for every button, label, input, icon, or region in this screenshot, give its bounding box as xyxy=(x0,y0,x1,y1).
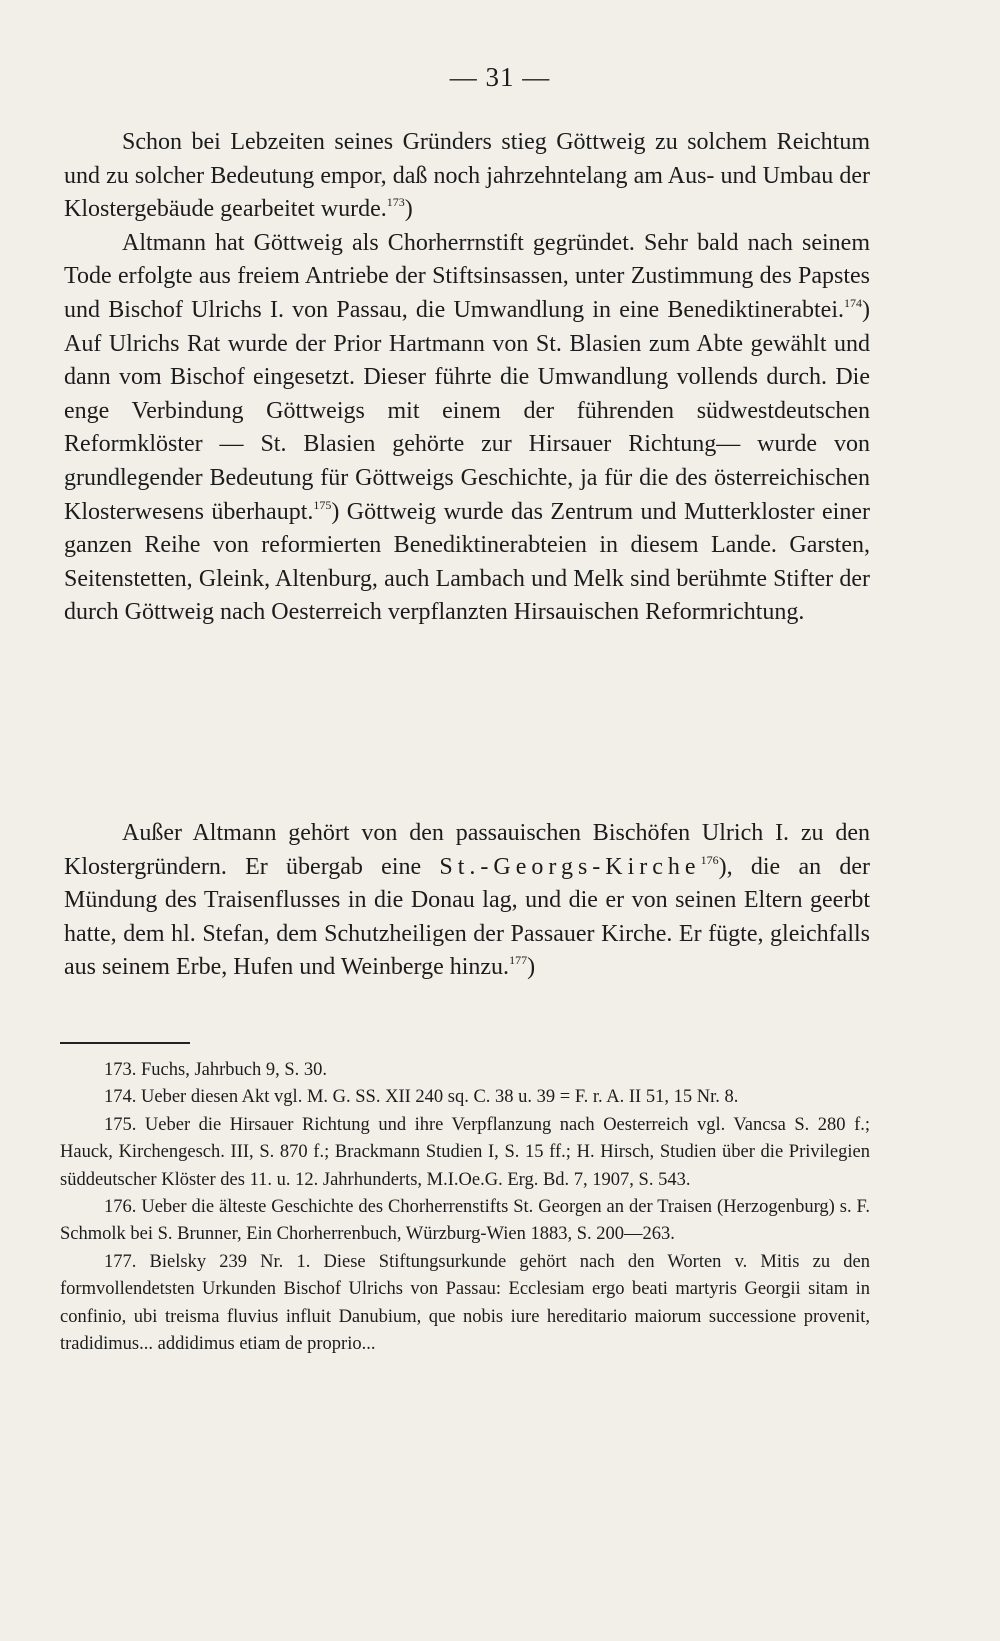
footnote-divider xyxy=(60,1042,190,1044)
paragraph-3-text-a: Außer Altmann gehört von den passauischen Bischöfen Ulrich I. zu den Klostergründern. Er übergab eine xyxy=(64,820,870,880)
second-text-block xyxy=(64,817,870,985)
paragraph-1-close: ) xyxy=(404,196,413,223)
paragraph-3-text-b: ), die an der Mündung des Traisenflusses in die Donau lag, und die er von seinen Eltern geerbt hatte, dem hl. Stefan, dem Schutzheiligen der Passauer Kirche. Er fügte, gleichfalls aus seinem Erbe, Hufen und Weinberge hinzu. xyxy=(64,853,870,981)
paragraph-2-text-c: ) Göttweig wurde das Zentrum und Mutterkloster einer ganzen Reihe von reformierten Benediktinerabteien in diesem Lande. Garsten, Seitenstetten, Gleink, Altenburg, auch Lambach und Melk sind berühmte Stifter der durch Göttweig nach Oesterreich verpflanzten Hirsauischen Reformrichtung. xyxy=(64,498,870,626)
footnote-text: Ueber diesen Akt vgl. M. G. SS. XII 240 sq. C. 38 u. 39 = F. r. A. II 51, 15 Nr. 8. xyxy=(141,1087,739,1108)
footnote-ref-177[interactable]: 177 xyxy=(509,953,528,968)
footnote-174 xyxy=(60,1084,870,1111)
paragraph-2-text-a: Altmann hat Göttweig als Chorherrnstift gegründet. Sehr bald nach seinem Tode erfolgte aus freiem Antriebe der Stiftsinsassen, unter Zustimmung des Papstes und Bischof Ulrichs I. von Passau, die Umwandlung in eine Benediktinerabtei. xyxy=(64,229,870,323)
paragraph-2-text-b: ) Auf Ulrichs Rat wurde der Prior Hartmann von St. Blasien zum Abte gewählt und dann vom Bischof eingesetzt. Dieser führte die Umwandlung vollends durch. Die enge Verbindung Göttweigs mit einem der führenden südwestdeutschen Reformklöster — St. Blasien gehörte zur Hirsauer Richtung— wurde von grundlegender Bedeutung für Göttweigs Geschichte, ja für die des österreichischen Klosterwesens überhaupt. xyxy=(64,296,870,525)
paragraph-3 xyxy=(64,817,870,985)
footnote-number: 175. xyxy=(104,1114,137,1135)
page-number: — 31 — xyxy=(449,62,551,92)
footnote-176 xyxy=(60,1194,870,1249)
footnote-text: Ueber die älteste Geschichte des Chorherrenstifts St. Georgen an der Traisen (Herzogenburg) s. F. Schmolk bei S. Brunner, Ein Chorherrenbuch, Würzburg-Wien 1883, S. 200—263. xyxy=(60,1197,870,1245)
footnote-ref-175[interactable]: 175 xyxy=(313,497,332,512)
footnote-177 xyxy=(60,1249,870,1359)
footnote-number: 173. xyxy=(104,1060,137,1080)
footnote-number: 177. xyxy=(104,1251,137,1272)
footnotes xyxy=(60,1057,870,1358)
main-text-block xyxy=(64,126,870,630)
footnote-text: Fuchs, Jahrbuch 9, S. 30. xyxy=(141,1060,328,1080)
paragraph-3-close: ) xyxy=(527,954,536,981)
paragraph-2 xyxy=(64,227,870,630)
footnote-173 xyxy=(60,1057,870,1084)
church-name-spaced: St.-Georgs-Kirche xyxy=(439,853,701,880)
footnote-text: Bielsky 239 Nr. 1. Diese Stiftungsurkunde gehört nach den Worten v. Mitis zu den formvollendetsten Urkunden Bischof Ulrichs von Passau: Ecclesiam ergo beati martyris Georgii sitam in confinio, ubi treisma fluvius influit Danubium, que nobis iure hereditario maiorum successione provenit, tradidimus... addidimus etiam de proprio... xyxy=(60,1251,871,1355)
footnote-number: 174. xyxy=(104,1087,137,1108)
footnote-175 xyxy=(60,1112,870,1194)
paragraph-1-text: Schon bei Lebzeiten seines Gründers stieg Göttweig zu solchem Reichtum und zu solcher Bedeutung empor, daß noch jahrzehntelang am Aus- und Umbau der Klostergebäude gearbeitet wurde. xyxy=(64,129,870,223)
footnote-text: Ueber die Hirsauer Richtung und ihre Verpflanzung nach Oesterreich vgl. Vancsa S. 280 f.; Hauck, Kirchengesch. III, S. 870 f.; Brackmann Studien I, S. 15 ff.; H. Hirsch, Studien über die Privilegien süddeutscher Klöster des 11. u. 12. Jahrhunderts, M.I.Oe.G. Erg. Bd. 7, 1907, S. 543. xyxy=(60,1114,870,1190)
footnote-ref-173[interactable]: 173 xyxy=(386,195,405,210)
footnote-ref-174[interactable]: 174 xyxy=(844,295,862,310)
footnote-ref-176[interactable]: 176 xyxy=(700,852,719,867)
footnote-number: 176. xyxy=(104,1197,137,1218)
paragraph-1 xyxy=(64,126,870,227)
